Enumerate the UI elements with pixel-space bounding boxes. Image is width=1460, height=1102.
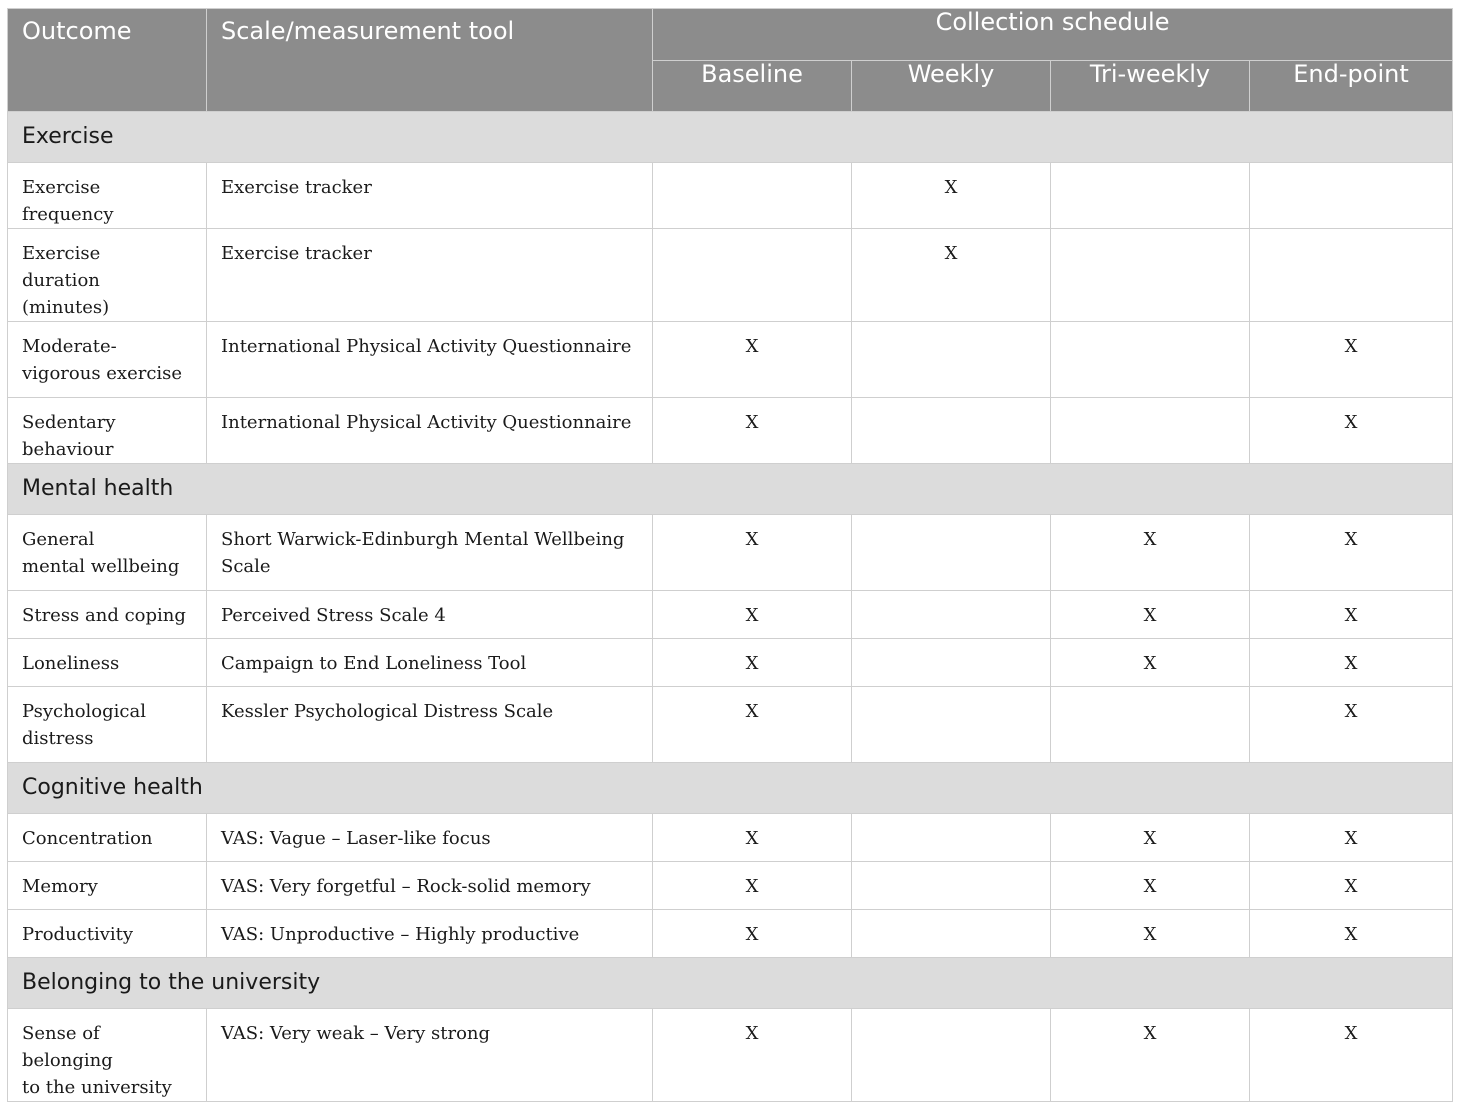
table-row	[8, 163, 1453, 229]
endpoint-mark: X	[1250, 1009, 1453, 1102]
weekly-mark	[852, 814, 1051, 862]
table-row	[8, 814, 1453, 862]
baseline-mark: X	[653, 515, 852, 591]
weekly-mark	[852, 591, 1051, 639]
outcome-cell	[8, 639, 207, 687]
outcome-line: Exercise	[22, 243, 101, 264]
endpoint-mark: X	[1250, 639, 1453, 687]
header-endpoint: End-point	[1250, 61, 1453, 112]
section-title: Mental health	[8, 464, 1453, 515]
header-weekly: Weekly	[852, 61, 1051, 112]
triweekly-mark: X	[1051, 591, 1250, 639]
weekly-mark	[852, 398, 1051, 464]
outcome-cell	[8, 814, 207, 862]
outcome-cell	[8, 1009, 207, 1102]
triweekly-mark	[1051, 229, 1250, 322]
table-row	[8, 862, 1453, 910]
table-row	[8, 910, 1453, 958]
outcome-line: Moderate-	[22, 336, 117, 357]
outcome-cell	[8, 229, 207, 322]
endpoint-mark: X	[1250, 814, 1453, 862]
tool-cell: Exercise tracker	[207, 229, 653, 322]
endpoint-mark: X	[1250, 910, 1453, 958]
endpoint-mark: X	[1250, 322, 1453, 398]
triweekly-mark: X	[1051, 910, 1250, 958]
outcome-cell	[8, 910, 207, 958]
endpoint-mark	[1250, 229, 1453, 322]
header-tool: Scale/measurement tool	[207, 9, 653, 112]
tool-cell: Exercise tracker	[207, 163, 653, 229]
section-exercise	[8, 112, 1453, 163]
outcome-line: Stress and coping	[22, 605, 186, 626]
outcome-cell	[8, 322, 207, 398]
outcome-line: mental wellbeing	[22, 556, 180, 577]
weekly-mark	[852, 687, 1051, 763]
triweekly-mark: X	[1051, 1009, 1250, 1102]
outcome-line: Memory	[22, 876, 98, 897]
collection-schedule-table	[7, 8, 1453, 1102]
baseline-mark	[653, 163, 852, 229]
weekly-mark	[852, 515, 1051, 591]
table-row	[8, 591, 1453, 639]
outcome-line: Sedentary behaviour	[22, 412, 116, 460]
endpoint-mark: X	[1250, 862, 1453, 910]
tool-cell: VAS: Very forgetful – Rock-solid memory	[207, 862, 653, 910]
outcome-cell	[8, 687, 207, 763]
triweekly-mark	[1051, 322, 1250, 398]
outcome-line: Sense of belonging	[22, 1023, 113, 1071]
tool-cell: Perceived Stress Scale 4	[207, 591, 653, 639]
baseline-mark: X	[653, 814, 852, 862]
baseline-mark: X	[653, 862, 852, 910]
header-baseline: Baseline	[653, 61, 852, 112]
outcome-cell	[8, 591, 207, 639]
table-row	[8, 322, 1453, 398]
outcome-cell	[8, 398, 207, 464]
weekly-mark	[852, 1009, 1051, 1102]
weekly-mark: X	[852, 229, 1051, 322]
triweekly-mark	[1051, 163, 1250, 229]
tool-cell: Kessler Psychological Distress Scale	[207, 687, 653, 763]
section-belonging	[8, 958, 1453, 1009]
outcome-cell	[8, 862, 207, 910]
outcome-line: Psychological	[22, 701, 146, 722]
table-row	[8, 639, 1453, 687]
outcome-line: to the university	[22, 1077, 172, 1098]
table-header	[8, 9, 1453, 112]
section-cognitive-health	[8, 763, 1453, 814]
baseline-mark	[653, 229, 852, 322]
table-row	[8, 515, 1453, 591]
triweekly-mark: X	[1051, 814, 1250, 862]
baseline-mark: X	[653, 398, 852, 464]
tool-cell: VAS: Unproductive – Highly productive	[207, 910, 653, 958]
header-triweekly: Tri-weekly	[1051, 61, 1250, 112]
outcome-line: duration (minutes)	[22, 270, 110, 318]
outcome-line: distress	[22, 728, 94, 749]
endpoint-mark: X	[1250, 591, 1453, 639]
table-row	[8, 229, 1453, 322]
outcome-line: General	[22, 529, 95, 550]
triweekly-mark	[1051, 398, 1250, 464]
weekly-mark	[852, 910, 1051, 958]
table-row	[8, 687, 1453, 763]
triweekly-mark: X	[1051, 862, 1250, 910]
section-title: Cognitive health	[8, 763, 1453, 814]
weekly-mark	[852, 322, 1051, 398]
header-collection-schedule: Collection schedule	[653, 9, 1453, 61]
endpoint-mark: X	[1250, 398, 1453, 464]
tool-cell: VAS: Vague – Laser-like focus	[207, 814, 653, 862]
tool-cell: Short Warwick-Edinburgh Mental Wellbeing Scale	[207, 515, 653, 591]
weekly-mark: X	[852, 163, 1051, 229]
header-outcome: Outcome	[8, 9, 207, 112]
outcome-line: Productivity	[22, 924, 134, 945]
endpoint-mark: X	[1250, 515, 1453, 591]
table-row	[8, 1009, 1453, 1102]
endpoint-mark	[1250, 163, 1453, 229]
endpoint-mark: X	[1250, 687, 1453, 763]
outcome-line: Loneliness	[22, 653, 120, 674]
outcome-line: vigorous exercise	[22, 363, 183, 384]
baseline-mark: X	[653, 910, 852, 958]
outcome-cell	[8, 163, 207, 229]
baseline-mark: X	[653, 687, 852, 763]
tool-cell: VAS: Very weak – Very strong	[207, 1009, 653, 1102]
triweekly-mark: X	[1051, 515, 1250, 591]
outcome-cell	[8, 515, 207, 591]
weekly-mark	[852, 862, 1051, 910]
section-title: Exercise	[8, 112, 1453, 163]
triweekly-mark: X	[1051, 639, 1250, 687]
outcome-line: Exercise frequency	[22, 177, 114, 225]
weekly-mark	[852, 639, 1051, 687]
tool-cell: International Physical Activity Questionnaire	[207, 398, 653, 464]
baseline-mark: X	[653, 591, 852, 639]
baseline-mark: X	[653, 639, 852, 687]
table-row	[8, 398, 1453, 464]
baseline-mark: X	[653, 1009, 852, 1102]
tool-cell: International Physical Activity Questionnaire	[207, 322, 653, 398]
triweekly-mark	[1051, 687, 1250, 763]
outcome-line: Concentration	[22, 828, 153, 849]
baseline-mark: X	[653, 322, 852, 398]
tool-cell: Campaign to End Loneliness Tool	[207, 639, 653, 687]
section-mental-health	[8, 464, 1453, 515]
section-title: Belonging to the university	[8, 958, 1453, 1009]
